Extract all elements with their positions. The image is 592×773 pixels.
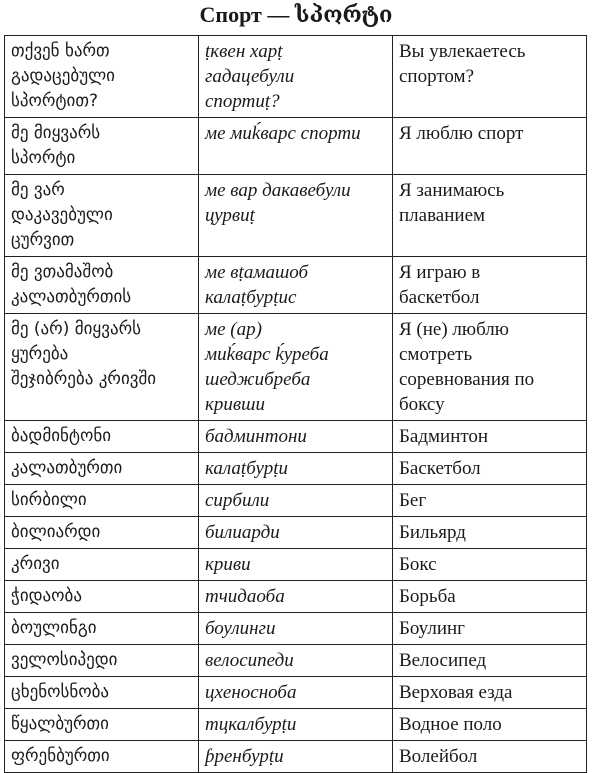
cell-line: ცხენოსნობა <box>11 682 110 702</box>
cell-line: Бильярд <box>399 522 466 543</box>
cell-line: тцкалбурṭи <box>205 714 297 735</box>
table-row <box>5 453 587 485</box>
cell-line: წყალბურთი <box>11 714 109 734</box>
cell-line: спортом? <box>399 66 474 87</box>
table-row <box>5 421 587 453</box>
russian-cell <box>393 453 587 485</box>
transliteration-cell <box>199 257 393 314</box>
vocabulary-table <box>4 35 587 773</box>
cell-line: კრივი <box>11 554 60 574</box>
georgian-cell <box>5 645 199 677</box>
cell-line: смотреть <box>399 344 473 365</box>
cell-line: Я занимаюсь <box>399 180 505 201</box>
cell-line: тчидаоба <box>205 586 285 607</box>
cell-line: ме вар дакавебули <box>205 180 351 201</box>
russian-cell <box>393 549 587 581</box>
cell-line: Боулинг <box>399 618 465 639</box>
cell-line: Водное поло <box>399 714 502 735</box>
russian-cell <box>393 257 587 314</box>
cell-line: სირბილი <box>11 490 87 510</box>
transliteration-cell <box>199 36 393 118</box>
russian-cell <box>393 581 587 613</box>
cell-line: ბილიარდი <box>11 522 101 542</box>
cell-line: ṭквен харṭ <box>205 41 283 62</box>
cell-line: бадминтони <box>205 426 307 447</box>
georgian-cell <box>5 741 199 773</box>
cell-line: სპორტი <box>11 148 76 168</box>
transliteration-cell <box>199 314 393 421</box>
russian-cell <box>393 709 587 741</box>
georgian-cell <box>5 421 199 453</box>
cell-line: მე მიყვარს <box>11 123 101 143</box>
transliteration-cell <box>199 677 393 709</box>
cell-line: მე ვარ <box>11 180 65 200</box>
cell-line: Волейбол <box>399 746 478 767</box>
russian-cell <box>393 118 587 175</box>
georgian-cell <box>5 314 199 421</box>
cell-line: ფრენბურთი <box>11 746 110 766</box>
table-row <box>5 36 587 118</box>
table-row <box>5 517 587 549</box>
table-row <box>5 257 587 314</box>
cell-line: Баскетбол <box>399 458 481 479</box>
table-row <box>5 677 587 709</box>
transliteration-cell <box>199 741 393 773</box>
georgian-cell <box>5 581 199 613</box>
georgian-cell <box>5 517 199 549</box>
cell-line: მე ვთამაშობ <box>11 262 114 282</box>
cell-line: ცურვით <box>11 230 75 250</box>
cell-line: криви <box>205 554 251 575</box>
cell-line: სპორტით? <box>11 91 98 111</box>
cell-line: спортиṭ? <box>205 91 280 112</box>
cell-line: кривши <box>205 394 265 415</box>
cell-line: დაკავებული <box>11 205 113 225</box>
russian-cell <box>393 645 587 677</box>
cell-line: цхеносноба <box>205 682 297 703</box>
russian-cell <box>393 613 587 645</box>
cell-line: გადაცებული <box>11 66 115 86</box>
cell-line: კალათბურთი <box>11 458 123 478</box>
georgian-cell <box>5 549 199 581</box>
cell-line: Борьба <box>399 586 456 607</box>
transliteration-cell <box>199 485 393 517</box>
cell-line: Бег <box>399 490 427 511</box>
transliteration-cell <box>199 118 393 175</box>
cell-line: ме вṭамашоб <box>205 262 309 283</box>
cell-line: шеджибреба <box>205 369 311 390</box>
georgian-cell <box>5 36 199 118</box>
russian-cell <box>393 485 587 517</box>
table-row <box>5 175 587 257</box>
cell-line: მე (არ) მიყვარს <box>11 319 141 339</box>
russian-cell <box>393 741 587 773</box>
cell-line: плаванием <box>399 205 486 226</box>
transliteration-cell <box>199 175 393 257</box>
transliteration-cell <box>199 421 393 453</box>
cell-line: Бокс <box>399 554 437 575</box>
transliteration-cell <box>199 613 393 645</box>
cell-line: Вы увлекаетесь <box>399 41 526 62</box>
cell-line: ყურება <box>11 344 69 364</box>
cell-line: цурвиṭ <box>205 205 255 226</box>
cell-line: ველოსიპედი <box>11 650 118 670</box>
cell-line: калаṭбурṭис <box>205 287 297 308</box>
cell-line: боксу <box>399 394 445 415</box>
table-row <box>5 118 587 175</box>
georgian-cell <box>5 709 199 741</box>
cell-line: боулинги <box>205 618 276 639</box>
georgian-cell <box>5 175 199 257</box>
page-title: Спорт — სპორტი <box>199 2 393 27</box>
transliteration-cell <box>199 581 393 613</box>
cell-line: баскетбол <box>399 287 480 308</box>
transliteration-cell <box>199 517 393 549</box>
georgian-cell <box>5 485 199 517</box>
cell-line: Бадминтон <box>399 426 489 447</box>
cell-line: ме миḱварс спорти <box>205 123 361 144</box>
cell-line: Велосипед <box>399 650 487 671</box>
cell-line: შეჯიბრება კრივში <box>11 369 157 389</box>
cell-line: ბადმინტონი <box>11 426 112 446</box>
table-row <box>5 314 587 421</box>
cell-line: ჭიდაობა <box>11 586 82 606</box>
russian-cell <box>393 517 587 549</box>
georgian-cell <box>5 613 199 645</box>
cell-line: თქვენ ხართ <box>11 41 110 61</box>
cell-line: ме (ар) <box>205 319 262 340</box>
table-row <box>5 581 587 613</box>
cell-line: Я играю в <box>399 262 481 283</box>
cell-line: сирбили <box>205 490 270 511</box>
transliteration-cell <box>199 453 393 485</box>
cell-line: билиарди <box>205 522 280 543</box>
cell-line: гадацебули <box>205 66 295 87</box>
russian-cell <box>393 677 587 709</box>
russian-cell <box>393 36 587 118</box>
table-row <box>5 741 587 773</box>
cell-line: миḱварс ḱуреба <box>205 344 329 365</box>
vocabulary-table-body <box>5 36 587 773</box>
cell-line: კალათბურთის <box>11 287 132 307</box>
cell-line: соревнования по <box>399 369 535 390</box>
cell-line: ƥренбурṭи <box>205 746 284 767</box>
table-row <box>5 613 587 645</box>
cell-line: калаṭбурṭи <box>205 458 288 479</box>
russian-cell <box>393 314 587 421</box>
cell-line: Я люблю спорт <box>399 123 524 144</box>
georgian-cell <box>5 677 199 709</box>
table-row <box>5 485 587 517</box>
transliteration-cell <box>199 709 393 741</box>
cell-line: ბოულინგი <box>11 618 97 638</box>
georgian-cell <box>5 257 199 314</box>
table-row <box>5 645 587 677</box>
georgian-cell <box>5 453 199 485</box>
cell-line: Верховая езда <box>399 682 513 703</box>
cell-line: Я (не) люблю <box>399 319 509 340</box>
georgian-cell <box>5 118 199 175</box>
russian-cell <box>393 421 587 453</box>
transliteration-cell <box>199 549 393 581</box>
table-row <box>5 549 587 581</box>
table-row <box>5 709 587 741</box>
cell-line: велосипеди <box>205 650 294 671</box>
transliteration-cell <box>199 645 393 677</box>
russian-cell <box>393 175 587 257</box>
